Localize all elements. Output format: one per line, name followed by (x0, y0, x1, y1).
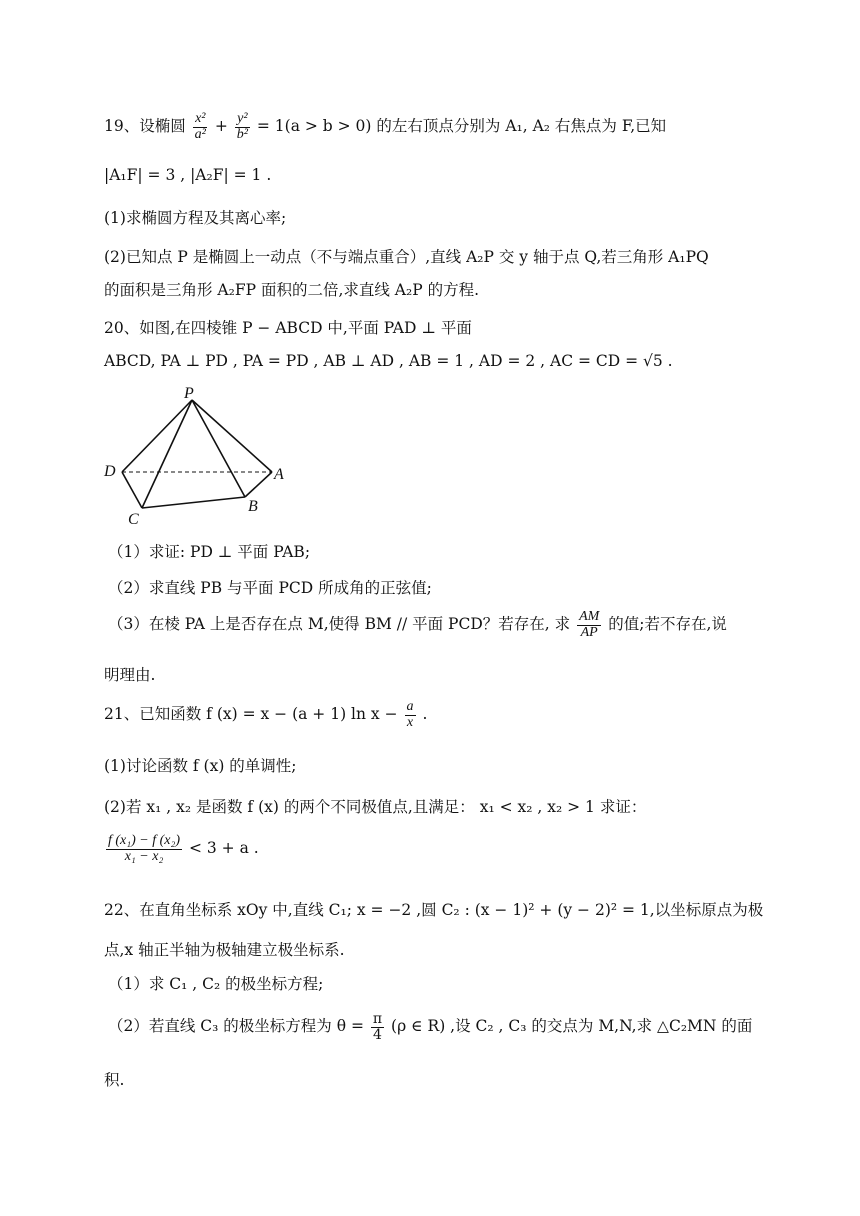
q19-number: 19、设椭圆 (104, 117, 186, 136)
q22-frac-pi-4: $\frac{\pi}{4}$ (372, 1011, 383, 1043)
q21-part2: (2)若 x₁ , x₂ 是函数 f (x) 的两个不同极值点,且满足： x₁ < x₂ , x₂ > 1 求证： (104, 798, 647, 816)
label-p: P (184, 385, 194, 402)
q19-part1: (1)求椭圆方程及其离心率; (104, 209, 287, 227)
label-a: A (274, 466, 284, 483)
q19-condition: = 1(a > b > 0) (256, 117, 372, 136)
q22-part2: （2）若直线 C₃ 的极坐标方程为 θ = $\frac{\pi}{4}$ (ρ ∈ R) ,设 C₂ , C₃ 的交点为 M,N,求 △C₂MN 的面 (108, 1011, 753, 1043)
pyramid-figure (100, 382, 300, 532)
q19-part2a: (2)已知点 P 是椭圆上一动点（不与端点重合）,直线 A₂P 交 y 轴于点 Q,若三角形 A₁PQ (104, 248, 709, 266)
q21-line1: 21、已知函数 f (x) = x − (a + 1) ln x − $\frac{a}{x}$ . (104, 699, 428, 730)
q20-frac-am-ap: $\frac{AM}{AP}$ (579, 609, 600, 640)
q19-frac-y: $\frac{\text{y²}}{\text{b²}}$ (236, 111, 248, 142)
q21-frac-diff: $\frac{\text{f (x₁) − f (x₂)}}{\text{x₁ − x₂}}$ (108, 833, 181, 864)
q22-part2-end: 积. (104, 1071, 125, 1089)
q22-line1: 22、在直角坐标系 xOy 中,直线 C₁; x = −2 ,圆 C₂ : (x − 1)² + (y − 2)² = 1,以坐标原点为极 (104, 901, 764, 919)
q22-part1: （1）求 C₁ , C₂ 的极坐标方程; (108, 975, 324, 993)
q19-line1: 19、设椭圆 $\frac{\text{x²}}{\text{a²}}$ + $\frac{\text{y²}}{\text{b²}}$ = 1(a > b > 0) 的左右顶点分别为 A₁, A₂ 右焦点为 F,已知 (104, 111, 667, 142)
q20-part1: （1）求证: PD ⊥ 平面 PAB; (108, 543, 311, 561)
q20-line1: 20、如图,在四棱锥 P − ABCD 中,平面 PAD ⊥ 平面 (104, 319, 472, 337)
q19-part2b: 的面积是三角形 A₂FP 面积的二倍,求直线 A₂P 的方程. (104, 281, 479, 299)
label-c: C (128, 511, 139, 528)
q20-line2: ABCD, PA ⊥ PD , PA = PD , AB ⊥ AD , AB = 1 , AD = 2 , AC = CD = √5 . (104, 352, 673, 370)
q21-inequality: $\frac{\text{f (x₁) − f (x₂)}}{\text{x₁ − x₂}}$ < 3 + a . (108, 833, 259, 864)
q21-frac-a-x: $\frac{a}{x}$ (406, 699, 414, 730)
q19-given: |A₁F| = 3 , |A₂F| = 1 . (104, 166, 272, 184)
q20-part3: （3）在棱 PA 上是否存在点 M,使得 BM // 平面 PCD？若存在, 求 $\frac{AM}{AP}$ 的值;若不存在,说 (108, 609, 727, 640)
q19-frac-x: $\frac{\text{x²}}{\text{a²}}$ (194, 111, 206, 142)
label-b: B (248, 498, 258, 515)
q21-part1: (1)讨论函数 f (x) 的单调性; (104, 757, 297, 775)
label-d: D (104, 463, 116, 480)
q20-part3-end: 明理由. (104, 666, 156, 684)
q20-part2: （2）求直线 PB 与平面 PCD 所成角的正弦值; (108, 579, 432, 597)
q22-line2: 点,x 轴正半轴为极轴建立极坐标系. (104, 941, 345, 959)
